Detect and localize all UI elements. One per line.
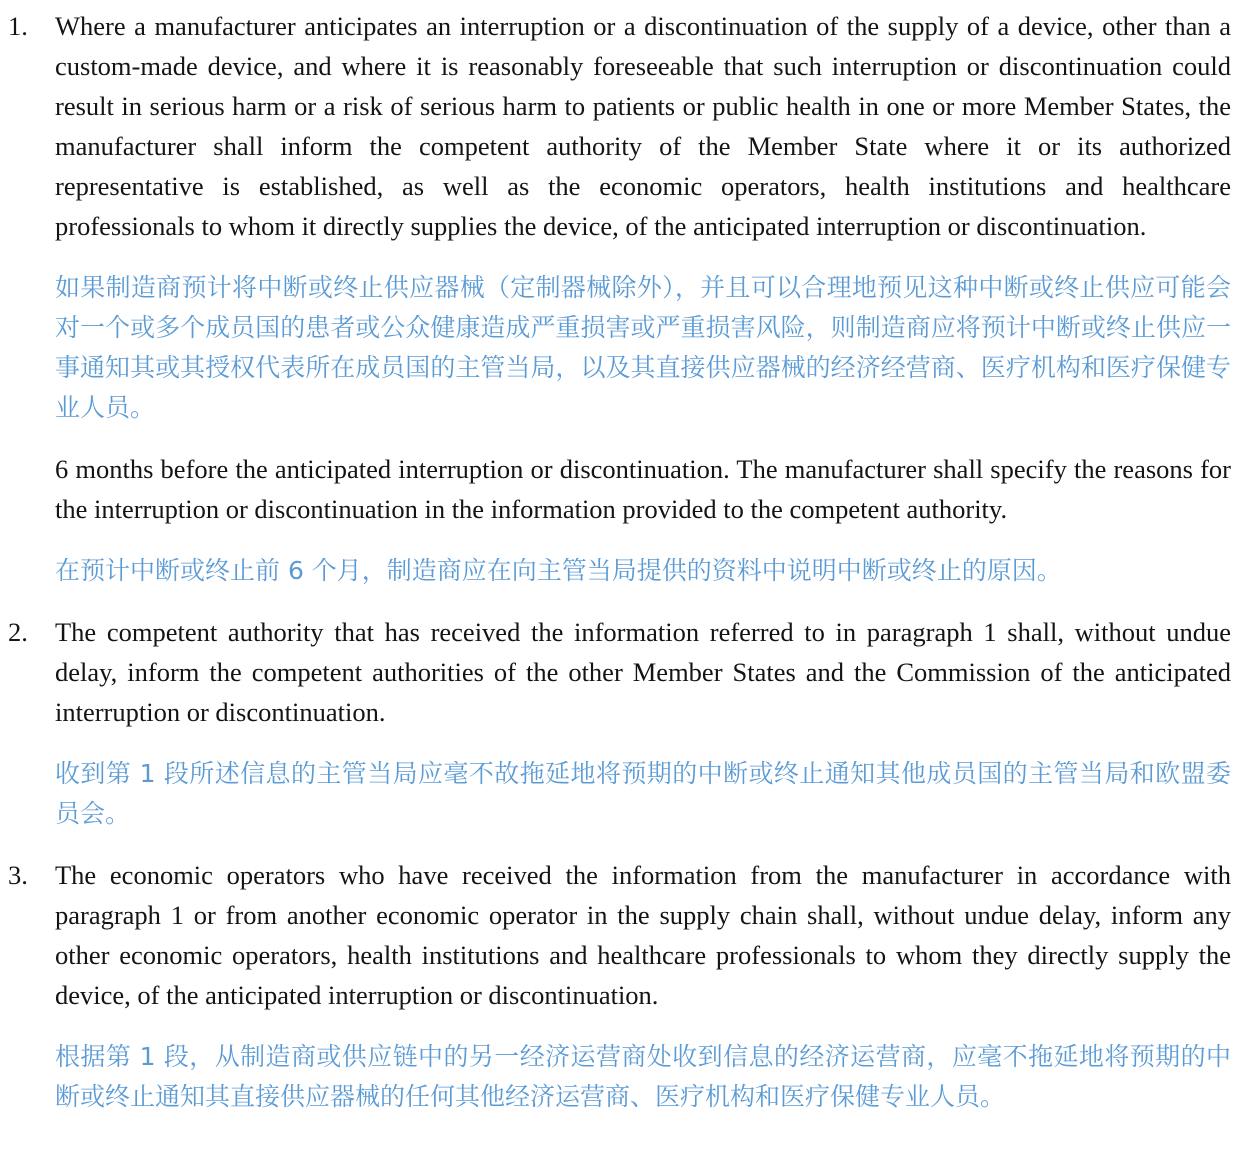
list-item-3 bbox=[8, 855, 1231, 1117]
item-number: 1. bbox=[8, 11, 28, 41]
list-item-2 bbox=[8, 612, 1231, 834]
english-paragraph: Where a manufacturer anticipates an interruption or a discontinuation of the supply of a device, other than a custom-made device, and where it is reasonably foreseeable that such interruption or discontinuation could result in serious harm or a risk of serious harm to patients or public health in one or more Member States, the manufacturer shall inform the competent authority of the Member State where it or its authorized representative is established, as well as the economic operators, health institutions and healthcare professionals to whom it directly supplies the device, of the anticipated interruption or discontinuation. bbox=[55, 11, 1231, 241]
chinese-translation: 在预计中断或终止前 6 个月，制造商应在向主管当局提供的资料中说明中断或终止的原因。 bbox=[55, 556, 1062, 585]
english-paragraph: The economic operators who have received the information from the manufacturer in accordance with paragraph 1 or from another economic operator in the supply chain shall, without undue delay, inform any other economic operators, health institutions and healthcare professionals to whom they directly supply the device, of the anticipated interruption or discontinuation. bbox=[55, 860, 1231, 1010]
chinese-translation: 如果制造商预计将中断或终止供应器械（定制器械除外），并且可以合理地预见这种中断或终止供应可能会对一个或多个成员国的患者或公众健康造成严重损害或严重损害风险，则制造商应将预计中断或终止供应一事通知其或其授权代表所在成员国的主管当局，以及其直接供应器械的经济经营商、医疗机构和医疗保健专业人员。 bbox=[55, 273, 1231, 422]
item-number: 2. bbox=[8, 617, 28, 647]
item-number: 3. bbox=[8, 860, 28, 890]
english-paragraph: The competent authority that has received the information referred to in paragraph 1 shall, without undue delay, inform the competent authorities of the other Member States and the Commission of the anticipated interruption or discontinuation. bbox=[55, 617, 1231, 727]
chinese-translation: 根据第 1 段，从制造商或供应链中的另一经济运营商处收到信息的经济运营商，应毫不拖延地将预期的中断或终止通知其直接供应器械的任何其他经济运营商、医疗机构和医疗保健专业人员。 bbox=[55, 1042, 1231, 1111]
chinese-translation: 收到第 1 段所述信息的主管当局应毫不故拖延地将预期的中断或终止通知其他成员国的主管当局和欧盟委员会。 bbox=[55, 759, 1231, 828]
list-item-1 bbox=[8, 6, 1231, 591]
english-paragraph: 6 months before the anticipated interruption or discontinuation. The manufacturer shall specify the reasons for the interruption or discontinuation in the information provided to the competent authority. bbox=[55, 454, 1231, 524]
